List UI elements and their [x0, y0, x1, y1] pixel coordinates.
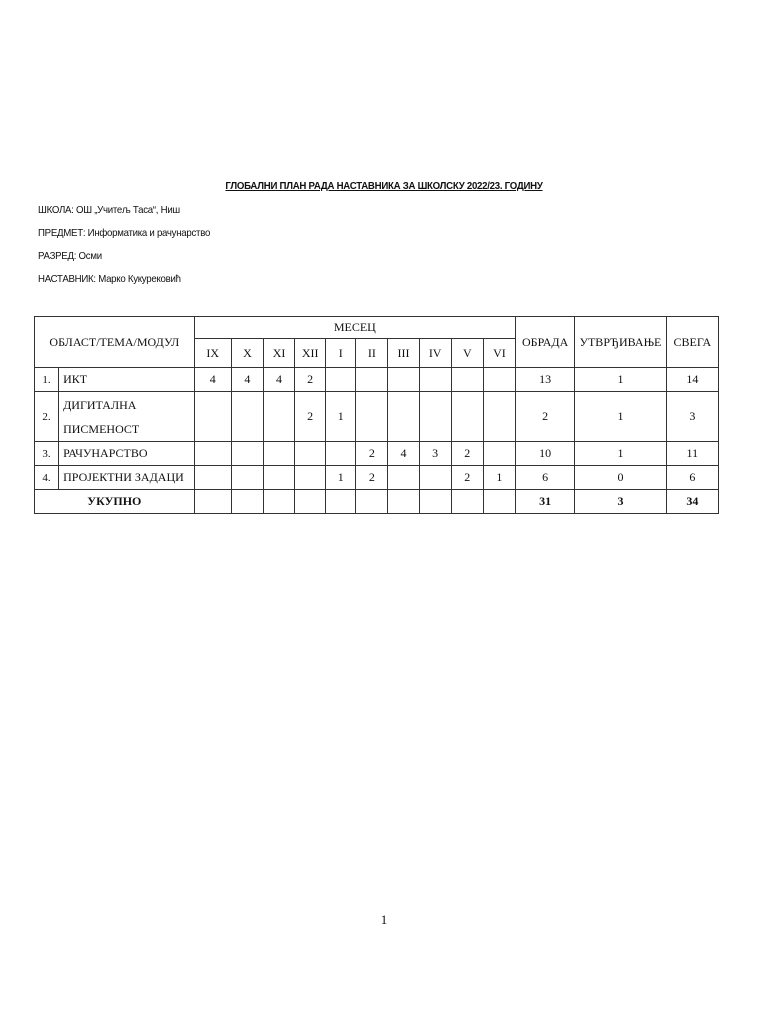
summary-label: УКУПНО [35, 490, 195, 514]
month-value-cell [388, 466, 419, 490]
total-value: 3 [666, 392, 718, 442]
month-header-cell: IV [419, 339, 451, 368]
processing-value: 6 [516, 466, 575, 490]
month-value-cell: 4 [194, 368, 231, 392]
month-header: МЕСЕЦ [194, 317, 515, 339]
area-header: ОБЛАСТ/ТЕМА/МОДУЛ [35, 317, 195, 368]
page-number: 1 [380, 912, 388, 927]
reinforcement-value: 0 [575, 466, 666, 490]
reinforcement-header: УТВРЂИВАЊЕ [575, 317, 666, 368]
month-value-cell [326, 368, 356, 392]
summary-month-cell [326, 490, 356, 514]
month-header-cell: XII [295, 339, 326, 368]
header-row-1 [35, 317, 719, 339]
summary-month-cell [194, 490, 231, 514]
month-value-cell: 2 [295, 368, 326, 392]
summary-month-cell [263, 490, 294, 514]
summary-month-cell [231, 490, 263, 514]
month-value-cell: 4 [263, 368, 294, 392]
row-name: РАЧУНАРСТВО [59, 442, 195, 466]
month-value-cell: 1 [326, 392, 356, 442]
total-value: 11 [666, 442, 718, 466]
month-value-cell: 2 [356, 442, 388, 466]
total-value: 14 [666, 368, 718, 392]
month-value-cell: 1 [326, 466, 356, 490]
processing-value: 13 [516, 368, 575, 392]
row-number: 1. [35, 368, 59, 392]
month-value-cell: 2 [295, 392, 326, 442]
row-number: 2. [35, 392, 59, 442]
month-value-cell [356, 368, 388, 392]
month-value-cell [356, 392, 388, 442]
table-row [35, 442, 719, 466]
month-value-cell [419, 368, 451, 392]
row-name: ПРОЈЕКТНИ ЗАДАЦИ [59, 466, 195, 490]
month-value-cell [231, 442, 263, 466]
summary-month-cell [483, 490, 515, 514]
month-header-cell: IX [194, 339, 231, 368]
school-line: ШКОЛА: ОШ „Учитељ Таса“, Ниш [38, 204, 180, 216]
row-name: ДИГИТАЛНА ПИСМЕНОСТ [59, 392, 195, 442]
processing-value: 10 [516, 442, 575, 466]
summary-row [35, 490, 719, 514]
summary-reinforcement: 3 [575, 490, 666, 514]
month-value-cell [263, 466, 294, 490]
month-value-cell [194, 392, 231, 442]
reinforcement-value: 1 [575, 442, 666, 466]
month-value-cell: 4 [388, 442, 419, 466]
document-title: ГЛОБАЛНИ ПЛАН РАДА НАСТАВНИКА ЗА ШКОЛСКУ 2022/23. ГОДИНУ [225, 180, 543, 192]
month-value-cell [263, 392, 294, 442]
table-row [35, 392, 719, 442]
month-value-cell [451, 392, 483, 442]
teacher-line: НАСТАВНИК: Марко Кукурековић [38, 273, 181, 285]
month-value-cell [231, 466, 263, 490]
month-value-cell [419, 392, 451, 442]
month-value-cell [483, 442, 515, 466]
summary-month-cell [451, 490, 483, 514]
reinforcement-value: 1 [575, 392, 666, 442]
month-value-cell: 2 [451, 442, 483, 466]
processing-header: ОБРАДА [516, 317, 575, 368]
grade-line: РАЗРЕД: Осми [38, 250, 102, 262]
month-header-cell: XI [263, 339, 294, 368]
summary-month-cell [295, 490, 326, 514]
month-header-cell: V [451, 339, 483, 368]
summary-total: 34 [666, 490, 718, 514]
subject-line: ПРЕДМЕТ: Информатика и рачунарство [38, 227, 211, 239]
month-value-cell [388, 392, 419, 442]
summary-month-cell [419, 490, 451, 514]
month-header-cell: III [388, 339, 419, 368]
global-plan-table [34, 316, 719, 514]
month-value-cell [295, 442, 326, 466]
summary-month-cell [388, 490, 419, 514]
reinforcement-value: 1 [575, 368, 666, 392]
month-value-cell [483, 392, 515, 442]
total-header: СВЕГА [666, 317, 718, 368]
month-value-cell [194, 442, 231, 466]
month-value-cell [483, 368, 515, 392]
month-value-cell [263, 442, 294, 466]
month-header-cell: X [231, 339, 263, 368]
month-value-cell [194, 466, 231, 490]
row-number: 4. [35, 466, 59, 490]
month-value-cell [326, 442, 356, 466]
month-value-cell [231, 392, 263, 442]
row-name: ИКТ [59, 368, 195, 392]
month-value-cell [295, 466, 326, 490]
month-value-cell [388, 368, 419, 392]
month-value-cell: 1 [483, 466, 515, 490]
month-value-cell: 2 [451, 466, 483, 490]
summary-processing: 31 [516, 490, 575, 514]
month-header-cell: I [326, 339, 356, 368]
month-header-cell: VI [483, 339, 515, 368]
summary-month-cell [356, 490, 388, 514]
table-row [35, 466, 719, 490]
row-number: 3. [35, 442, 59, 466]
processing-value: 2 [516, 392, 575, 442]
month-header-cell: II [356, 339, 388, 368]
month-value-cell: 2 [356, 466, 388, 490]
total-value: 6 [666, 466, 718, 490]
month-value-cell [451, 368, 483, 392]
table-row [35, 368, 719, 392]
month-value-cell [419, 466, 451, 490]
month-value-cell: 4 [231, 368, 263, 392]
month-value-cell: 3 [419, 442, 451, 466]
